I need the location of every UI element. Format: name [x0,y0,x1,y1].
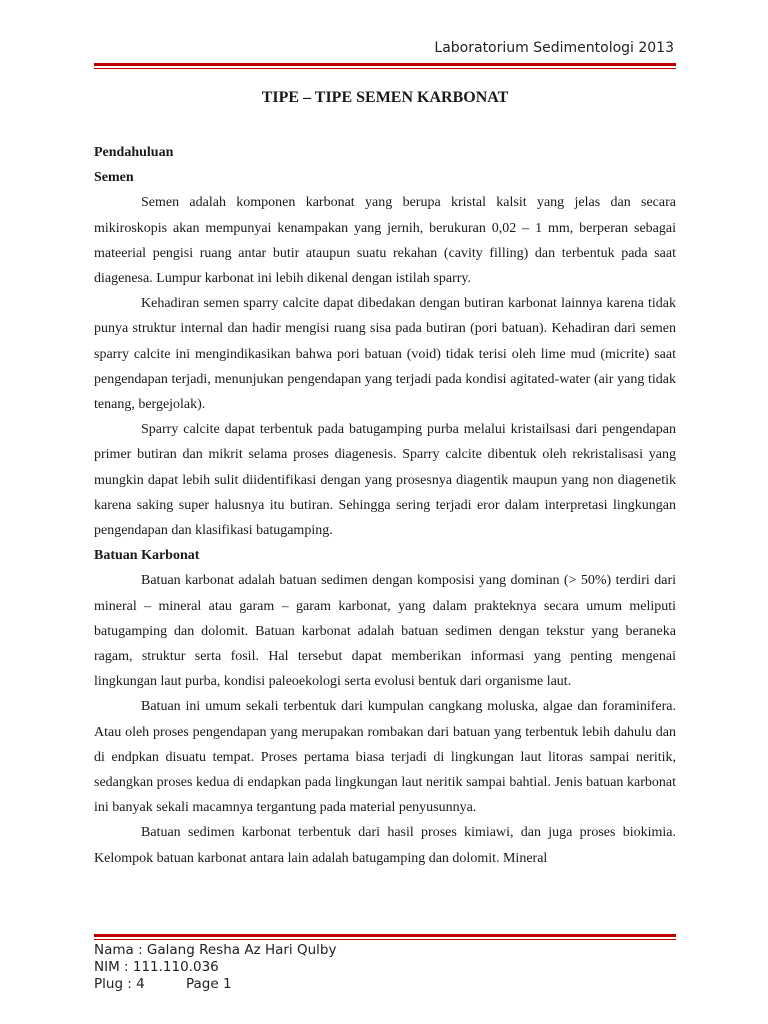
section-heading-pendahuluan: Pendahuluan [94,145,174,160]
paragraph: Kehadiran semen sparry calcite dapat dibedakan dengan butiran karbonat lainnya karena tidak punya struktur internal dan hadir mengisi ruang sisa pada butiran (pori batuan). Kehadiran dari semen sparry calcite ini mengindikasikan bahwa pori batuan (void) tidak terisi oleh lime mud (micrite) saat pengendapan terjadi, menunjukan pengendapan yang terjadi pada kondisi agitated-water (air yang tidak tenang, bergejolak). [94,296,676,413]
footer-nim: NIM : 111.110.036 [94,959,219,975]
paragraph: Batuan karbonat adalah batuan sedimen dengan komposisi yang dominan (> 50%) terdiri dari mineral – mineral atau garam – garam karbonat, yang dalam prakteknya secara umum meliputi batugamping dan dolomit. Batuan karbonat adalah batuan sedimen dengan tekstur yang beraneka ragam, struktur serta fosil. Hal tersebut dapat memberikan informasi yang penting mengenai lingkungan laut purba, kondisi paleoekologi serta evolusi bentuk dari organisme laut. [94,573,676,690]
document-title: TIPE – TIPE SEMEN KARBONAT [261,89,509,106]
paragraph: Batuan ini umum sekali terbentuk dari kumpulan cangkang moluska, algae dan foraminifera. Atau oleh proses pengendapan yang merupakan rombakan dari batuan yang terbentuk lebih dahulu dan di endpkan disuatu tempat. Proses pertama biasa terjadi di lingkungan laut litoras sampai neritik, sedangkan proses kedua di endapkan pada lingkungan laut neritik sampai bahtial. Jenis batuan karbonat ini banyak sekali macamnya tergantung pada material penyusunnya. [94,699,676,816]
paragraph: Batuan sedimen karbonat terbentuk dari hasil proses kimiawi, dan juga proses biokimia. Kelompok batuan karbonat antara lain adalah batugamping dan dolomit. Mineral [94,825,676,866]
footer-name: Nama : Galang Resha Az Hari Qulby [94,942,337,958]
paragraph: Sparry calcite dapat terbentuk pada batugamping purba melalui kristailsasi dari pengendapan primer butiran dan mikrit selama proses diagenesis. Sparry calcite dibentuk oleh rekristalisasi yang mungkin dapat lebih sulit diidentifikasi dengan yang prosesnya diagentik maupun yang non diagenetik karena saking super halusnya itu butiran. Sehingga sering terjadi eror dalam interpretasi lingkungan pengendapan dan klasifikasi batugamping. [94,422,676,539]
footer-divider [94,934,676,940]
page-footer [94,942,336,993]
page-number: Page 1 [186,976,232,992]
paragraph: Semen adalah komponen karbonat yang berupa kristal kalsit yang jelas dan secara mikiroskopis akan mempunyai kenampakan yang jernih, berukuran 0,02 – 1 mm, berperan sebagai mateerial pengisi ruang antar butir ataupun suatu rekahan (cavity filling) dan terbentuk pada saat diagenesa. Lumpur karbonat ini lebih dikenal dengan istilah sparry. [94,195,676,287]
section-heading-semen: Semen [94,170,134,186]
footer-plug: Plug : 4 [94,976,145,992]
page-header: Laboratorium Sedimentologi 2013 [434,40,674,56]
header-divider [94,63,676,69]
section-heading-batuan-karbonat: Batuan Karbonat [94,548,200,564]
document-body [94,86,676,871]
